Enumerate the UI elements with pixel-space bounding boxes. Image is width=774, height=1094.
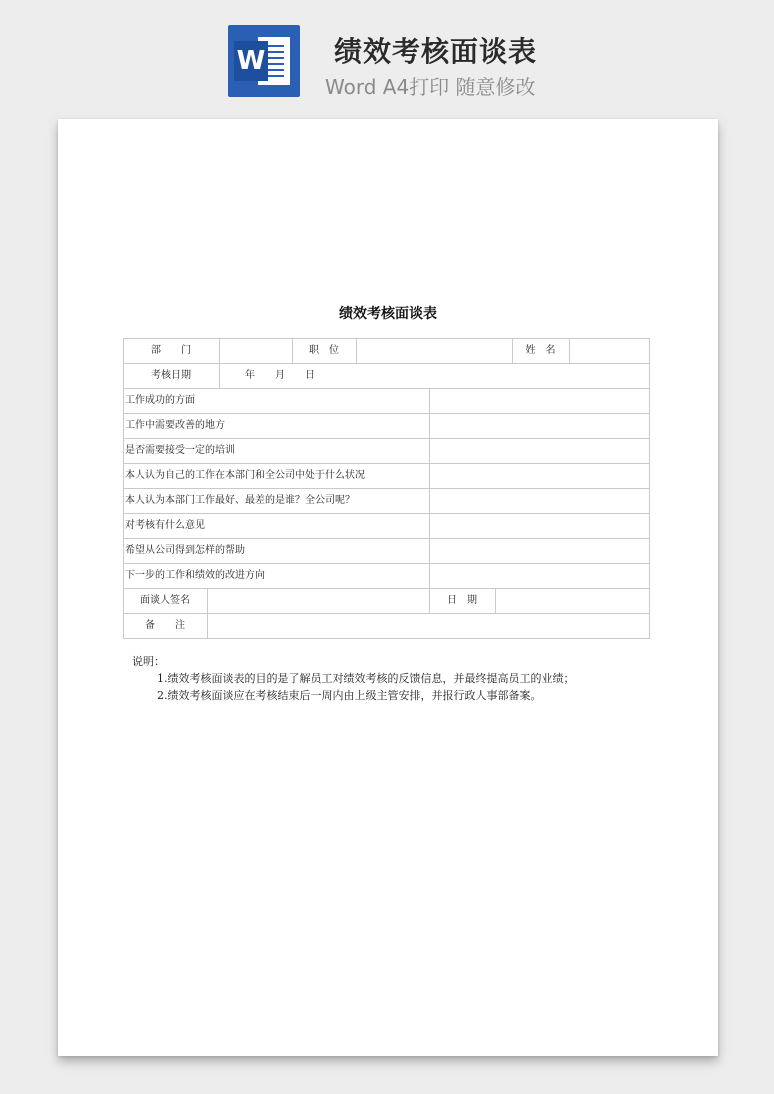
answer-field[interactable] (430, 439, 649, 463)
question-label: 下一步的工作和绩效的改进方向 (125, 570, 265, 581)
name-value-field[interactable] (570, 339, 650, 363)
table-row (123, 563, 650, 588)
question-label: 对考核有什么意见 (125, 520, 205, 531)
review-date-value[interactable]: 年 月 日 (245, 370, 315, 381)
document-title: 绩效考核面谈表 (339, 306, 437, 322)
table-row (123, 438, 650, 463)
table-row (123, 413, 650, 438)
notes-heading: 说明： (132, 655, 165, 668)
document-page (58, 119, 718, 1056)
header-subtitle: Word A4打印 随意修改 (325, 75, 536, 99)
interviewer-signature-label: 面谈人签名 (140, 595, 190, 606)
question-label: 本人认为自己的工作在本部门和全公司中处于什么状况 (125, 470, 365, 481)
table-row (123, 538, 650, 563)
table-row (123, 488, 650, 513)
header-title: 绩效考核面谈表 (334, 35, 538, 68)
question-label: 是否需要接受一定的培训 (125, 445, 235, 456)
question-label: 希望从公司得到怎样的帮助 (125, 545, 245, 556)
word-logo-icon (228, 25, 300, 97)
dept-label: 部 门 (151, 345, 191, 356)
table-row-signature (123, 588, 650, 613)
interview-form-table (123, 338, 650, 639)
position-label: 职 位 (309, 345, 339, 356)
review-date-label: 考核日期 (151, 370, 191, 381)
answer-field[interactable] (430, 514, 649, 538)
table-row-remark (123, 613, 650, 639)
remark-label: 备 注 (145, 620, 185, 631)
note-item: 2.绩效考核面谈应在考核结束后一周内由上级主管安排，并报行政人事部备案。 (157, 689, 542, 702)
position-value-field[interactable] (357, 339, 512, 363)
sign-date-field[interactable] (496, 589, 649, 613)
question-label: 工作成功的方面 (125, 395, 195, 406)
interviewer-signature-field[interactable] (208, 589, 429, 613)
table-row (123, 513, 650, 538)
remark-field[interactable] (208, 614, 649, 638)
table-row-date (123, 363, 650, 388)
question-label: 工作中需要改善的地方 (125, 420, 225, 431)
sign-date-label: 日 期 (447, 595, 477, 606)
note-item: 1.绩效考核面谈表的目的是了解员工对绩效考核的反馈信息，并最终提高员工的业绩； (157, 672, 575, 685)
name-label: 姓 名 (525, 345, 556, 356)
table-row (123, 388, 650, 413)
table-row (123, 463, 650, 488)
answer-field[interactable] (430, 564, 649, 588)
notes-section (132, 653, 575, 704)
answer-field[interactable] (430, 489, 649, 513)
answer-field[interactable] (430, 414, 649, 438)
dept-value-field[interactable] (220, 339, 292, 363)
answer-field[interactable] (430, 539, 649, 563)
answer-field[interactable] (430, 389, 649, 413)
question-label: 本人认为本部门工作最好、最差的是谁？全公司呢？ (125, 495, 355, 506)
answer-field[interactable] (430, 464, 649, 488)
word-badge: W (234, 41, 268, 81)
table-row-header (123, 338, 650, 363)
